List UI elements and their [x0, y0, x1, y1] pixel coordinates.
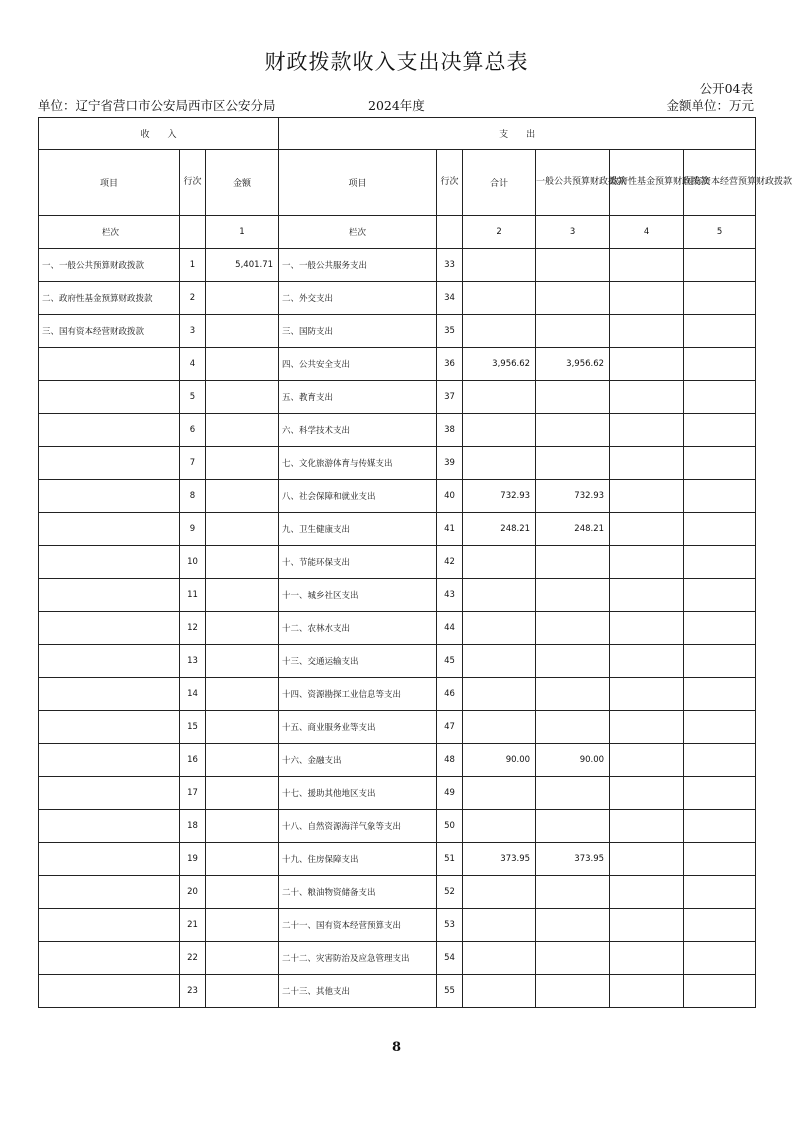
total-cell [463, 414, 536, 447]
expense-row-number: 45 [437, 645, 463, 678]
expense-row-number: 39 [437, 447, 463, 480]
expense-item-cell: 十二、农林水支出 [279, 612, 437, 645]
total-cell [463, 546, 536, 579]
state-capital-cell [684, 942, 756, 975]
gov-fund-cell [610, 579, 684, 612]
income-row-number: 5 [180, 381, 206, 414]
income-item-cell [39, 942, 180, 975]
table-row [39, 876, 756, 909]
income-item-cell [39, 480, 180, 513]
income-amount-cell [206, 381, 279, 414]
index-general: 3 [536, 216, 610, 249]
income-item-cell [39, 975, 180, 1008]
income-row-number: 14 [180, 678, 206, 711]
general-budget-cell [536, 579, 610, 612]
income-item-cell [39, 612, 180, 645]
expense-row-number: 40 [437, 480, 463, 513]
col-total: 合计 [463, 150, 536, 216]
table-row [39, 579, 756, 612]
total-cell [463, 282, 536, 315]
index-empty [180, 216, 206, 249]
income-row-number: 7 [180, 447, 206, 480]
total-cell [463, 975, 536, 1008]
table-row [39, 348, 756, 381]
expense-item-cell: 十五、商业服务业等支出 [279, 711, 437, 744]
table-row [39, 447, 756, 480]
total-cell: 3,956.62 [463, 348, 536, 381]
expense-row-number: 43 [437, 579, 463, 612]
col-income-row: 行次 [180, 150, 206, 216]
appropriation-summary-table [38, 117, 793, 1008]
table-row [39, 909, 756, 942]
table-row [39, 843, 756, 876]
table-row [39, 612, 756, 645]
col-expense-item: 项目 [279, 150, 437, 216]
income-item-cell [39, 414, 180, 447]
state-capital-cell [684, 513, 756, 546]
total-cell: 248.21 [463, 513, 536, 546]
general-budget-cell [536, 447, 610, 480]
state-capital-cell [684, 909, 756, 942]
gov-fund-cell [610, 843, 684, 876]
income-row-number: 15 [180, 711, 206, 744]
table-row [39, 744, 756, 777]
income-item-cell [39, 447, 180, 480]
index-amount: 1 [206, 216, 279, 249]
gov-fund-cell [610, 282, 684, 315]
income-row-number: 22 [180, 942, 206, 975]
income-row-number: 18 [180, 810, 206, 843]
expense-item-cell: 一、一般公共服务支出 [279, 249, 437, 282]
table-row [39, 678, 756, 711]
general-budget-cell [536, 942, 610, 975]
income-amount-cell [206, 942, 279, 975]
income-amount-cell [206, 612, 279, 645]
general-budget-cell [536, 612, 610, 645]
gov-fund-cell [610, 315, 684, 348]
general-budget-cell [536, 645, 610, 678]
income-item-cell [39, 546, 180, 579]
expense-row-number: 46 [437, 678, 463, 711]
income-amount-cell [206, 678, 279, 711]
index-label-left: 栏次 [39, 216, 180, 249]
state-capital-cell [684, 480, 756, 513]
expense-item-cell: 十、节能环保支出 [279, 546, 437, 579]
general-budget-cell [536, 777, 610, 810]
gov-fund-cell [610, 414, 684, 447]
income-item-cell [39, 711, 180, 744]
general-budget-cell [536, 282, 610, 315]
income-amount-cell [206, 876, 279, 909]
state-capital-cell [684, 381, 756, 414]
expense-row-number: 52 [437, 876, 463, 909]
income-item-cell [39, 645, 180, 678]
expense-row-number: 38 [437, 414, 463, 447]
index-row [39, 216, 756, 249]
gov-fund-cell [610, 876, 684, 909]
expense-item-cell: 二十一、国有资本经营预算支出 [279, 909, 437, 942]
gov-fund-cell [610, 249, 684, 282]
general-budget-cell [536, 678, 610, 711]
total-cell [463, 777, 536, 810]
general-budget-cell: 248.21 [536, 513, 610, 546]
general-budget-cell: 90.00 [536, 744, 610, 777]
income-item-cell [39, 744, 180, 777]
gov-fund-cell [610, 909, 684, 942]
expense-row-number: 55 [437, 975, 463, 1008]
income-item-cell [39, 810, 180, 843]
income-row-number: 17 [180, 777, 206, 810]
total-cell: 732.93 [463, 480, 536, 513]
income-amount-cell [206, 777, 279, 810]
total-cell [463, 249, 536, 282]
expense-row-number: 33 [437, 249, 463, 282]
table-row [39, 810, 756, 843]
expense-row-number: 34 [437, 282, 463, 315]
gov-fund-cell [610, 480, 684, 513]
expense-item-cell: 十七、援助其他地区支出 [279, 777, 437, 810]
expense-item-cell: 十四、资源勘探工业信息等支出 [279, 678, 437, 711]
income-amount-cell [206, 513, 279, 546]
expense-item-cell: 二十二、灾害防治及应急管理支出 [279, 942, 437, 975]
income-item-cell: 二、政府性基金预算财政拨款 [39, 282, 180, 315]
gov-fund-cell [610, 678, 684, 711]
total-cell [463, 711, 536, 744]
income-item-cell [39, 678, 180, 711]
general-budget-cell: 732.93 [536, 480, 610, 513]
income-item-cell [39, 381, 180, 414]
column-header-row [39, 150, 756, 216]
expense-section-header: 支 出 [279, 118, 756, 150]
total-cell [463, 942, 536, 975]
state-capital-cell [684, 645, 756, 678]
income-amount-cell [206, 579, 279, 612]
report-year: 2024年度 [368, 98, 425, 113]
income-amount-cell [206, 546, 279, 579]
income-amount-cell: 5,401.71 [206, 249, 279, 282]
income-item-cell [39, 843, 180, 876]
total-cell [463, 909, 536, 942]
state-capital-cell [684, 447, 756, 480]
expense-item-cell: 八、社会保障和就业支出 [279, 480, 437, 513]
table-row [39, 414, 756, 447]
expense-item-cell: 四、公共安全支出 [279, 348, 437, 381]
gov-fund-cell [610, 810, 684, 843]
expense-row-number: 36 [437, 348, 463, 381]
expense-item-cell: 二十、粮油物资储备支出 [279, 876, 437, 909]
report-title: 财政拨款收入支出决算总表 [264, 50, 529, 74]
expense-item-cell: 二、外交支出 [279, 282, 437, 315]
col-state-capital: 国有资本经营预算财政拨款 [684, 150, 756, 216]
expense-item-cell: 三、国防支出 [279, 315, 437, 348]
income-amount-cell [206, 348, 279, 381]
income-row-number: 1 [180, 249, 206, 282]
table-row [39, 513, 756, 546]
general-budget-cell [536, 975, 610, 1008]
table-row [39, 711, 756, 744]
expense-item-cell: 二十三、其他支出 [279, 975, 437, 1008]
income-amount-cell [206, 645, 279, 678]
expense-item-cell: 十六、金融支出 [279, 744, 437, 777]
table-row [39, 249, 756, 282]
gov-fund-cell [610, 777, 684, 810]
income-amount-cell [206, 414, 279, 447]
total-cell [463, 579, 536, 612]
index-total: 2 [463, 216, 536, 249]
col-expense-row: 行次 [437, 150, 463, 216]
total-cell [463, 612, 536, 645]
money-unit: 金额单位：万元 [666, 98, 754, 113]
income-amount-cell [206, 909, 279, 942]
state-capital-cell [684, 414, 756, 447]
general-budget-cell [536, 876, 610, 909]
income-row-number: 3 [180, 315, 206, 348]
expense-row-number: 53 [437, 909, 463, 942]
income-row-number: 16 [180, 744, 206, 777]
gov-fund-cell [610, 975, 684, 1008]
table-row [39, 546, 756, 579]
gov-fund-cell [610, 942, 684, 975]
income-row-number: 21 [180, 909, 206, 942]
income-row-number: 9 [180, 513, 206, 546]
income-row-number: 10 [180, 546, 206, 579]
total-cell [463, 645, 536, 678]
income-item-cell [39, 579, 180, 612]
index-gov-fund: 4 [610, 216, 684, 249]
state-capital-cell [684, 843, 756, 876]
general-budget-cell [536, 810, 610, 843]
income-amount-cell [206, 975, 279, 1008]
report-meta [38, 96, 754, 114]
state-capital-cell [684, 711, 756, 744]
expense-row-number: 48 [437, 744, 463, 777]
state-capital-cell [684, 612, 756, 645]
state-capital-cell [684, 975, 756, 1008]
income-row-number: 11 [180, 579, 206, 612]
gov-fund-cell [610, 348, 684, 381]
general-budget-cell [536, 315, 610, 348]
table-row [39, 645, 756, 678]
gov-fund-cell [610, 513, 684, 546]
general-budget-cell [536, 381, 610, 414]
state-capital-cell [684, 315, 756, 348]
general-budget-cell [536, 909, 610, 942]
state-capital-cell [684, 249, 756, 282]
income-item-cell [39, 513, 180, 546]
total-cell [463, 315, 536, 348]
total-cell: 90.00 [463, 744, 536, 777]
income-row-number: 12 [180, 612, 206, 645]
gov-fund-cell [610, 381, 684, 414]
table-row [39, 315, 756, 348]
income-amount-cell [206, 447, 279, 480]
table-row [39, 381, 756, 414]
expense-row-number: 50 [437, 810, 463, 843]
general-budget-cell [536, 414, 610, 447]
income-amount-cell [206, 711, 279, 744]
income-amount-cell [206, 843, 279, 876]
income-item-cell: 一、一般公共预算财政拨款 [39, 249, 180, 282]
state-capital-cell [684, 876, 756, 909]
income-amount-cell [206, 480, 279, 513]
expense-item-cell: 六、科学技术支出 [279, 414, 437, 447]
table-row [39, 480, 756, 513]
table-row [39, 777, 756, 810]
income-item-cell [39, 909, 180, 942]
expense-row-number: 42 [437, 546, 463, 579]
gov-fund-cell [610, 546, 684, 579]
general-budget-cell: 3,956.62 [536, 348, 610, 381]
income-row-number: 19 [180, 843, 206, 876]
col-income-item: 项目 [39, 150, 180, 216]
general-budget-cell [536, 711, 610, 744]
expense-row-number: 37 [437, 381, 463, 414]
expense-row-number: 44 [437, 612, 463, 645]
table-row [39, 975, 756, 1008]
state-capital-cell [684, 579, 756, 612]
col-general-budget: 一般公共预算财政拨款 [536, 150, 610, 216]
expense-item-cell: 十一、城乡社区支出 [279, 579, 437, 612]
gov-fund-cell [610, 711, 684, 744]
total-cell: 373.95 [463, 843, 536, 876]
income-row-number: 20 [180, 876, 206, 909]
income-amount-cell [206, 282, 279, 315]
income-row-number: 4 [180, 348, 206, 381]
section-header-row [39, 118, 756, 150]
income-item-cell [39, 876, 180, 909]
table-row [39, 282, 756, 315]
income-amount-cell [206, 315, 279, 348]
expense-item-cell: 十三、交通运输支出 [279, 645, 437, 678]
state-capital-cell [684, 810, 756, 843]
total-cell [463, 678, 536, 711]
gov-fund-cell [610, 645, 684, 678]
expense-item-cell: 九、卫生健康支出 [279, 513, 437, 546]
income-row-number: 13 [180, 645, 206, 678]
expense-row-number: 54 [437, 942, 463, 975]
expense-row-number: 51 [437, 843, 463, 876]
index-label-right: 栏次 [279, 216, 437, 249]
gov-fund-cell [610, 612, 684, 645]
col-income-amount: 金额 [206, 150, 279, 216]
total-cell [463, 447, 536, 480]
total-cell [463, 810, 536, 843]
index-empty [437, 216, 463, 249]
income-section-header: 收 入 [39, 118, 279, 150]
total-cell [463, 876, 536, 909]
state-capital-cell [684, 282, 756, 315]
page-number: 8 [391, 1040, 402, 1055]
general-budget-cell [536, 546, 610, 579]
expense-row-number: 47 [437, 711, 463, 744]
unit-label: 单位：辽宁省营口市公安局西市区公安分局 [38, 98, 276, 113]
state-capital-cell [684, 678, 756, 711]
income-item-cell: 三、国有资本经营财政拨款 [39, 315, 180, 348]
income-row-number: 23 [180, 975, 206, 1008]
income-item-cell [39, 348, 180, 381]
income-item-cell [39, 777, 180, 810]
index-state-capital: 5 [684, 216, 756, 249]
expense-row-number: 35 [437, 315, 463, 348]
total-cell [463, 381, 536, 414]
income-row-number: 2 [180, 282, 206, 315]
expense-item-cell: 十八、自然资源海洋气象等支出 [279, 810, 437, 843]
state-capital-cell [684, 744, 756, 777]
state-capital-cell [684, 777, 756, 810]
income-amount-cell [206, 744, 279, 777]
gov-fund-cell [610, 447, 684, 480]
general-budget-cell [536, 249, 610, 282]
income-amount-cell [206, 810, 279, 843]
income-row-number: 6 [180, 414, 206, 447]
expense-item-cell: 七、文化旅游体育与传媒支出 [279, 447, 437, 480]
expense-item-cell: 十九、住房保障支出 [279, 843, 437, 876]
expense-row-number: 49 [437, 777, 463, 810]
general-budget-cell: 373.95 [536, 843, 610, 876]
expense-item-cell: 五、教育支出 [279, 381, 437, 414]
state-capital-cell [684, 348, 756, 381]
state-capital-cell [684, 546, 756, 579]
form-code: 公开04表 [699, 81, 753, 96]
gov-fund-cell [610, 744, 684, 777]
col-gov-fund: 政府性基金预算财政拨款 [610, 150, 684, 216]
table-row [39, 942, 756, 975]
expense-row-number: 41 [437, 513, 463, 546]
income-row-number: 8 [180, 480, 206, 513]
